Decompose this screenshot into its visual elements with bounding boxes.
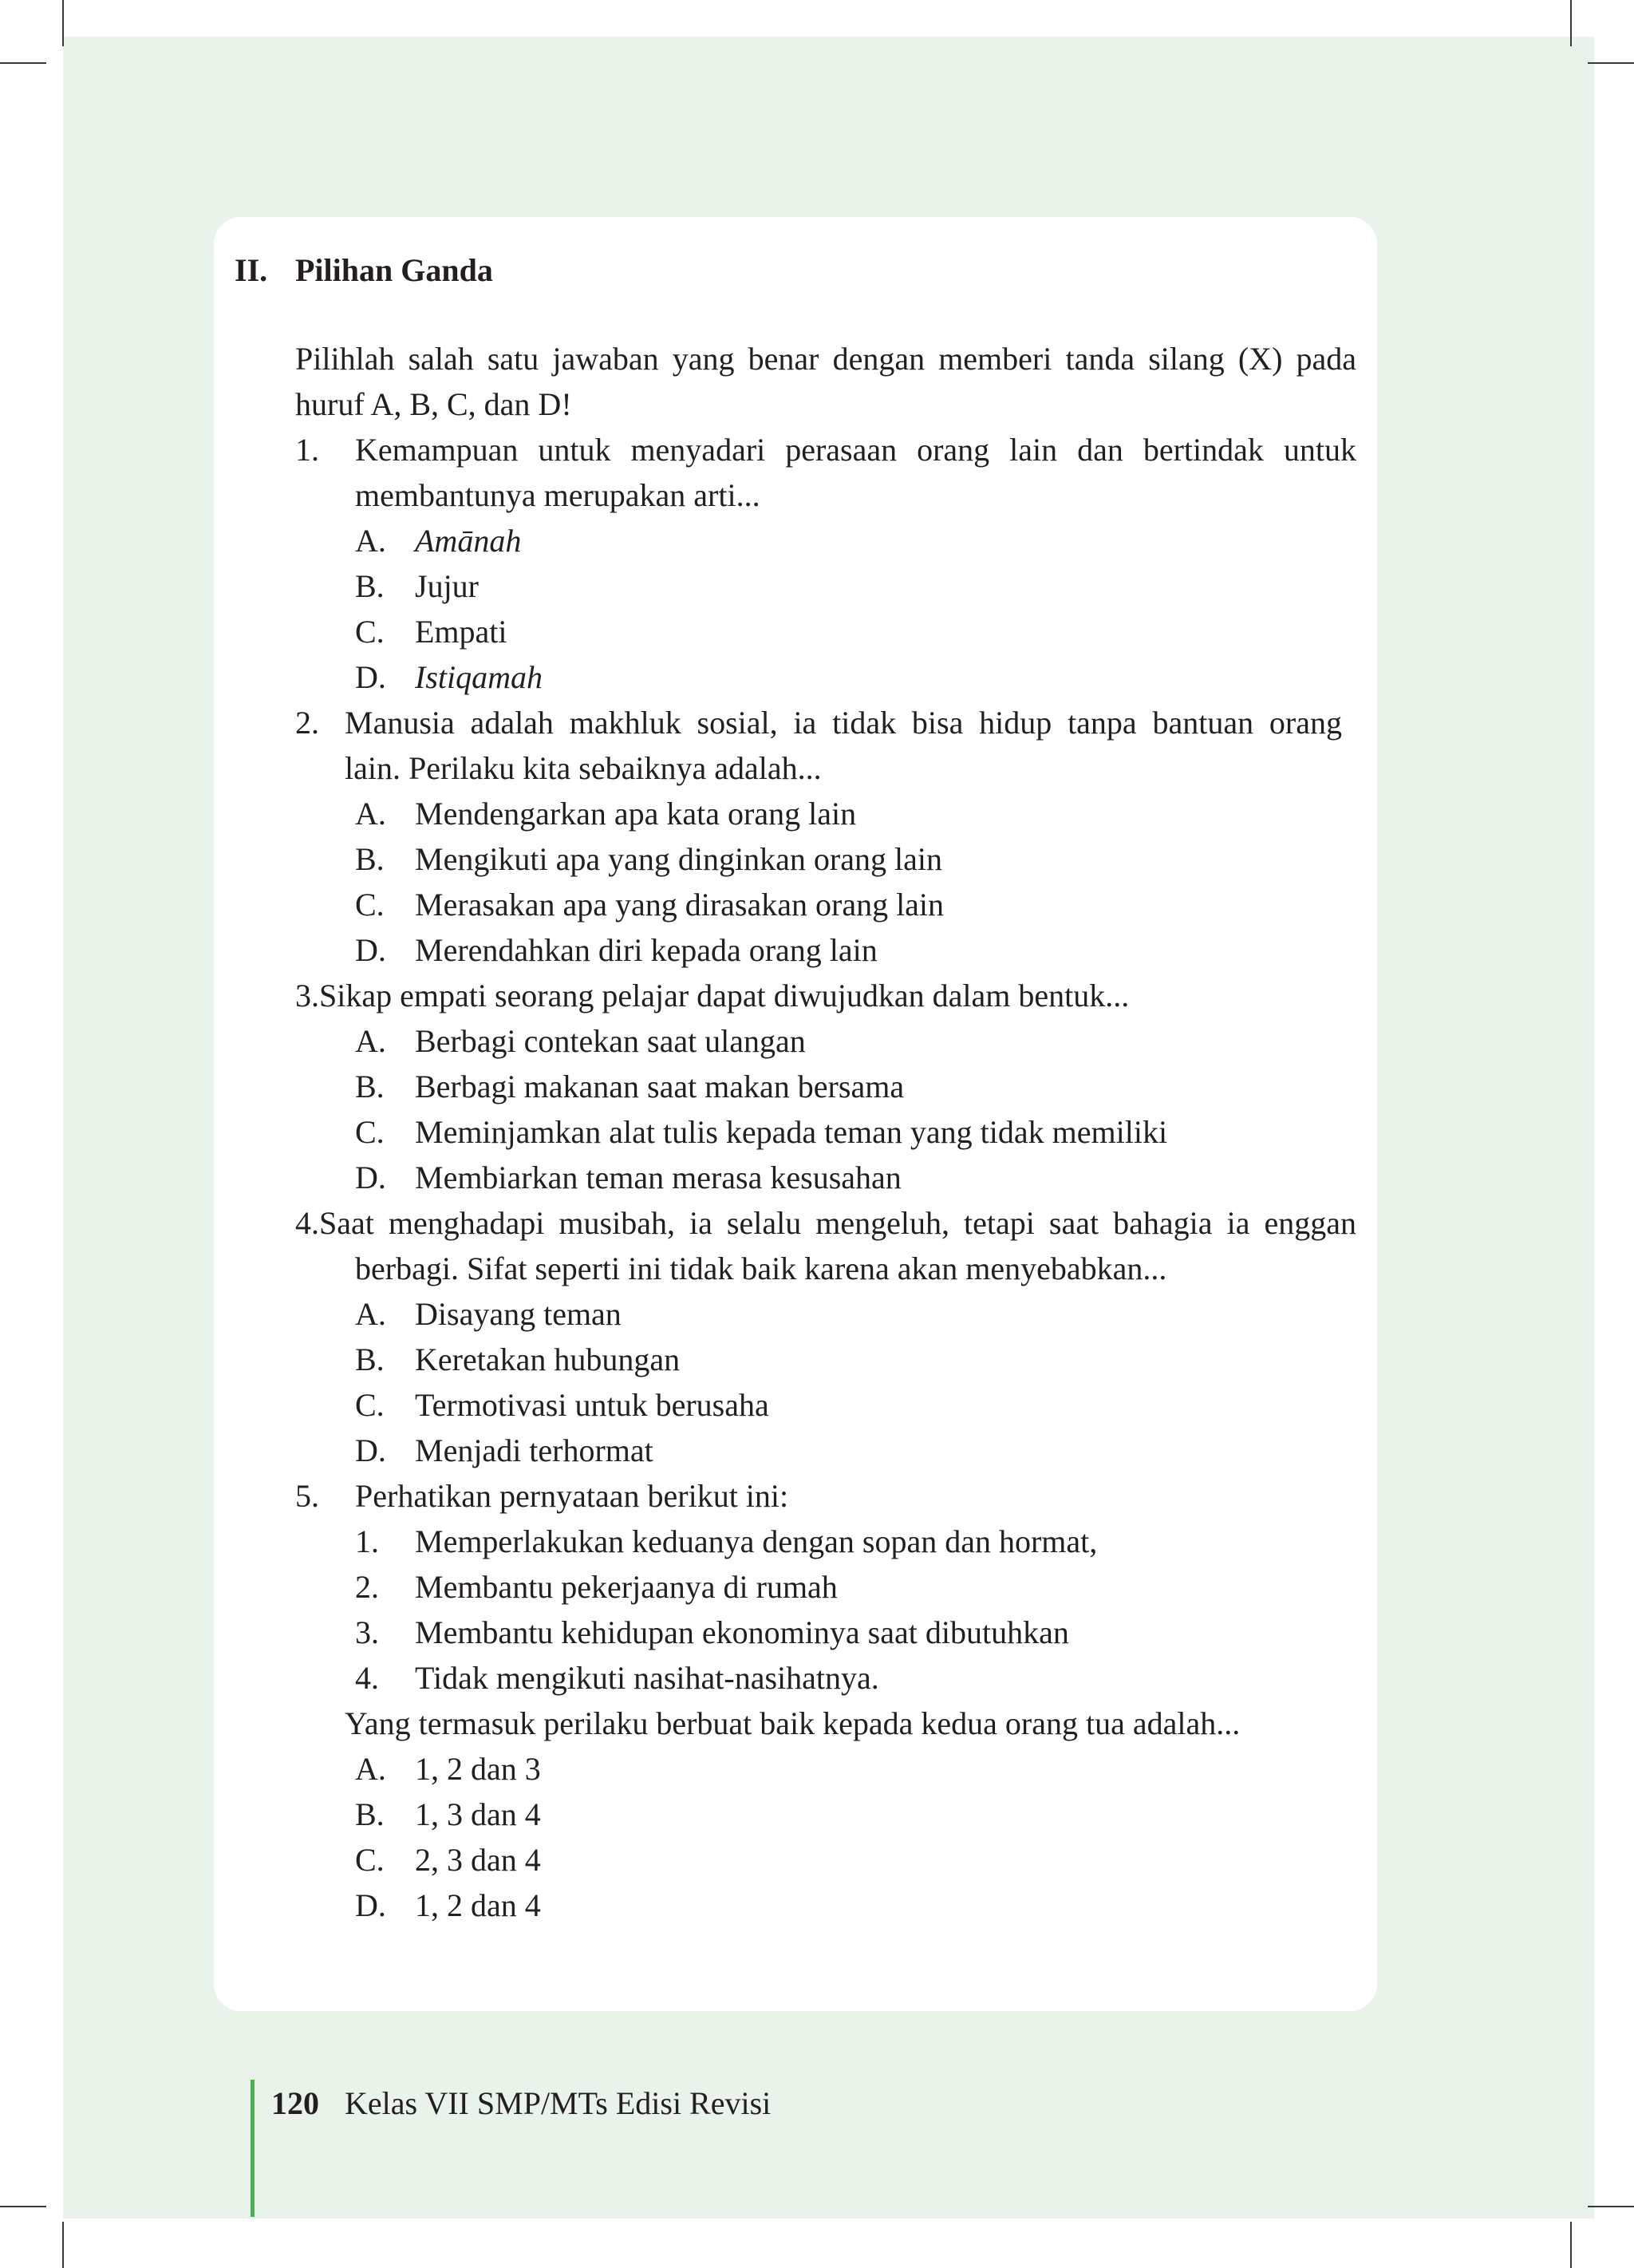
option-text: 2, 3 dan 4 xyxy=(415,1842,541,1878)
option-text: Disayang teman xyxy=(415,1296,622,1332)
instruction-text: huruf A, B, C, dan D! xyxy=(295,386,572,422)
question-text: Kemampuan untuk menyadari perasaan orang lain dan bertindak untuk xyxy=(355,432,1356,468)
option-text: Merasakan apa yang dirasakan orang lain xyxy=(415,887,945,923)
question-text: 4.Saat menghadapi musibah, ia selalu mengeluh, tetapi saat bahagia ia enggan xyxy=(295,1205,1356,1241)
question-number: 2. xyxy=(295,705,319,741)
option-text: Mengikuti apa yang dinginkan orang lain xyxy=(415,841,942,877)
option-letter: A. xyxy=(355,1296,386,1332)
option-letter: C. xyxy=(355,1842,385,1878)
option-text: Menjadi terhormat xyxy=(415,1432,653,1468)
option-text: 1, 2 dan 4 xyxy=(415,1887,541,1923)
option-letter: B. xyxy=(355,1796,385,1832)
crop-mark xyxy=(1570,2222,1572,2268)
option-text: Istiqamah xyxy=(415,659,543,695)
option-letter: B. xyxy=(355,1069,385,1104)
question-number: 1. xyxy=(295,432,319,468)
section-numeral: II. xyxy=(235,252,268,288)
option-letter: C. xyxy=(355,1114,385,1150)
option-letter: B. xyxy=(355,568,385,604)
option-text: Termotivasi untuk berusaha xyxy=(415,1387,769,1423)
option-letter: B. xyxy=(355,841,385,877)
option-letter: D. xyxy=(355,1432,386,1468)
statement-text: Tidak mengikuti nasihat-nasihatnya. xyxy=(415,1660,879,1696)
option-letter: C. xyxy=(355,887,385,923)
book-title: Kelas VII SMP/MTs Edisi Revisi xyxy=(345,2085,772,2121)
question-number: 5. xyxy=(295,1478,319,1514)
statement-number: 4. xyxy=(355,1660,379,1696)
statement-number: 2. xyxy=(355,1569,379,1605)
question-text: Manusia adalah makhluk sosial, ia tidak bisa hidup tanpa bantuan orang xyxy=(345,705,1342,741)
instruction-text: Pilihlah salah satu jawaban yang benar dengan memberi tanda silang (X) pada xyxy=(295,341,1356,377)
question-text: membantunya merupakan arti... xyxy=(355,477,760,513)
statement-text: Memperlakukan keduanya dengan sopan dan hormat, xyxy=(415,1523,1098,1559)
option-text: Membiarkan teman merasa kesusahan xyxy=(415,1160,902,1195)
crop-mark xyxy=(62,0,64,46)
option-letter: A. xyxy=(355,1751,386,1787)
option-text: Jujur xyxy=(415,568,479,604)
question-text: lain. Perilaku kita sebaiknya adalah... xyxy=(345,750,822,786)
option-text: 1, 3 dan 4 xyxy=(415,1796,541,1832)
option-letter: C. xyxy=(355,614,385,650)
option-letter: A. xyxy=(355,796,386,832)
statement-number: 3. xyxy=(355,1614,379,1650)
option-text: Amānah xyxy=(415,523,522,559)
option-text: Meminjamkan alat tulis kepada teman yang tidak memiliki xyxy=(415,1114,1168,1150)
option-letter: A. xyxy=(355,1023,386,1059)
question-text: berbagi. Sifat seperti ini tidak baik karena akan menyebabkan... xyxy=(355,1251,1167,1286)
crop-mark xyxy=(1588,62,1634,64)
option-text: Mendengarkan apa kata orang lain xyxy=(415,796,857,832)
question-text: Perhatikan pernyataan berikut ini: xyxy=(355,1478,789,1514)
crop-mark xyxy=(62,2222,64,2268)
question-text: 3.Sikap empati seorang pelajar dapat diwujudkan dalam bentuk... xyxy=(295,978,1130,1013)
option-text: Keretakan hubungan xyxy=(415,1341,681,1377)
section-title: Pilihan Ganda xyxy=(295,252,493,288)
option-text: 1, 2 dan 3 xyxy=(415,1751,541,1787)
crop-mark xyxy=(1588,2206,1634,2207)
statement-text: Membantu kehidupan ekonominya saat dibutuhkan xyxy=(415,1614,1069,1650)
option-text: Empati xyxy=(415,614,507,650)
option-letter: D. xyxy=(355,1887,386,1923)
page-number: 120 xyxy=(271,2085,319,2121)
option-letter: B. xyxy=(355,1341,385,1377)
option-text: Merendahkan diri kepada orang lain xyxy=(415,932,878,968)
crop-mark xyxy=(1570,0,1572,46)
option-letter: A. xyxy=(355,523,386,559)
option-text: Berbagi contekan saat ulangan xyxy=(415,1023,806,1059)
option-text: Berbagi makanan saat makan bersama xyxy=(415,1069,905,1104)
question-prompt: Yang termasuk perilaku berbuat baik kepada kedua orang tua adalah... xyxy=(345,1705,1241,1741)
option-letter: D. xyxy=(355,932,386,968)
option-letter: D. xyxy=(355,659,386,695)
option-letter: D. xyxy=(355,1160,386,1195)
footer-accent-bar xyxy=(251,2080,255,2217)
crop-mark xyxy=(0,2206,46,2207)
statement-text: Membantu pekerjaanya di rumah xyxy=(415,1569,838,1605)
option-letter: C. xyxy=(355,1387,385,1423)
crop-mark xyxy=(0,62,46,64)
statement-number: 1. xyxy=(355,1523,379,1559)
